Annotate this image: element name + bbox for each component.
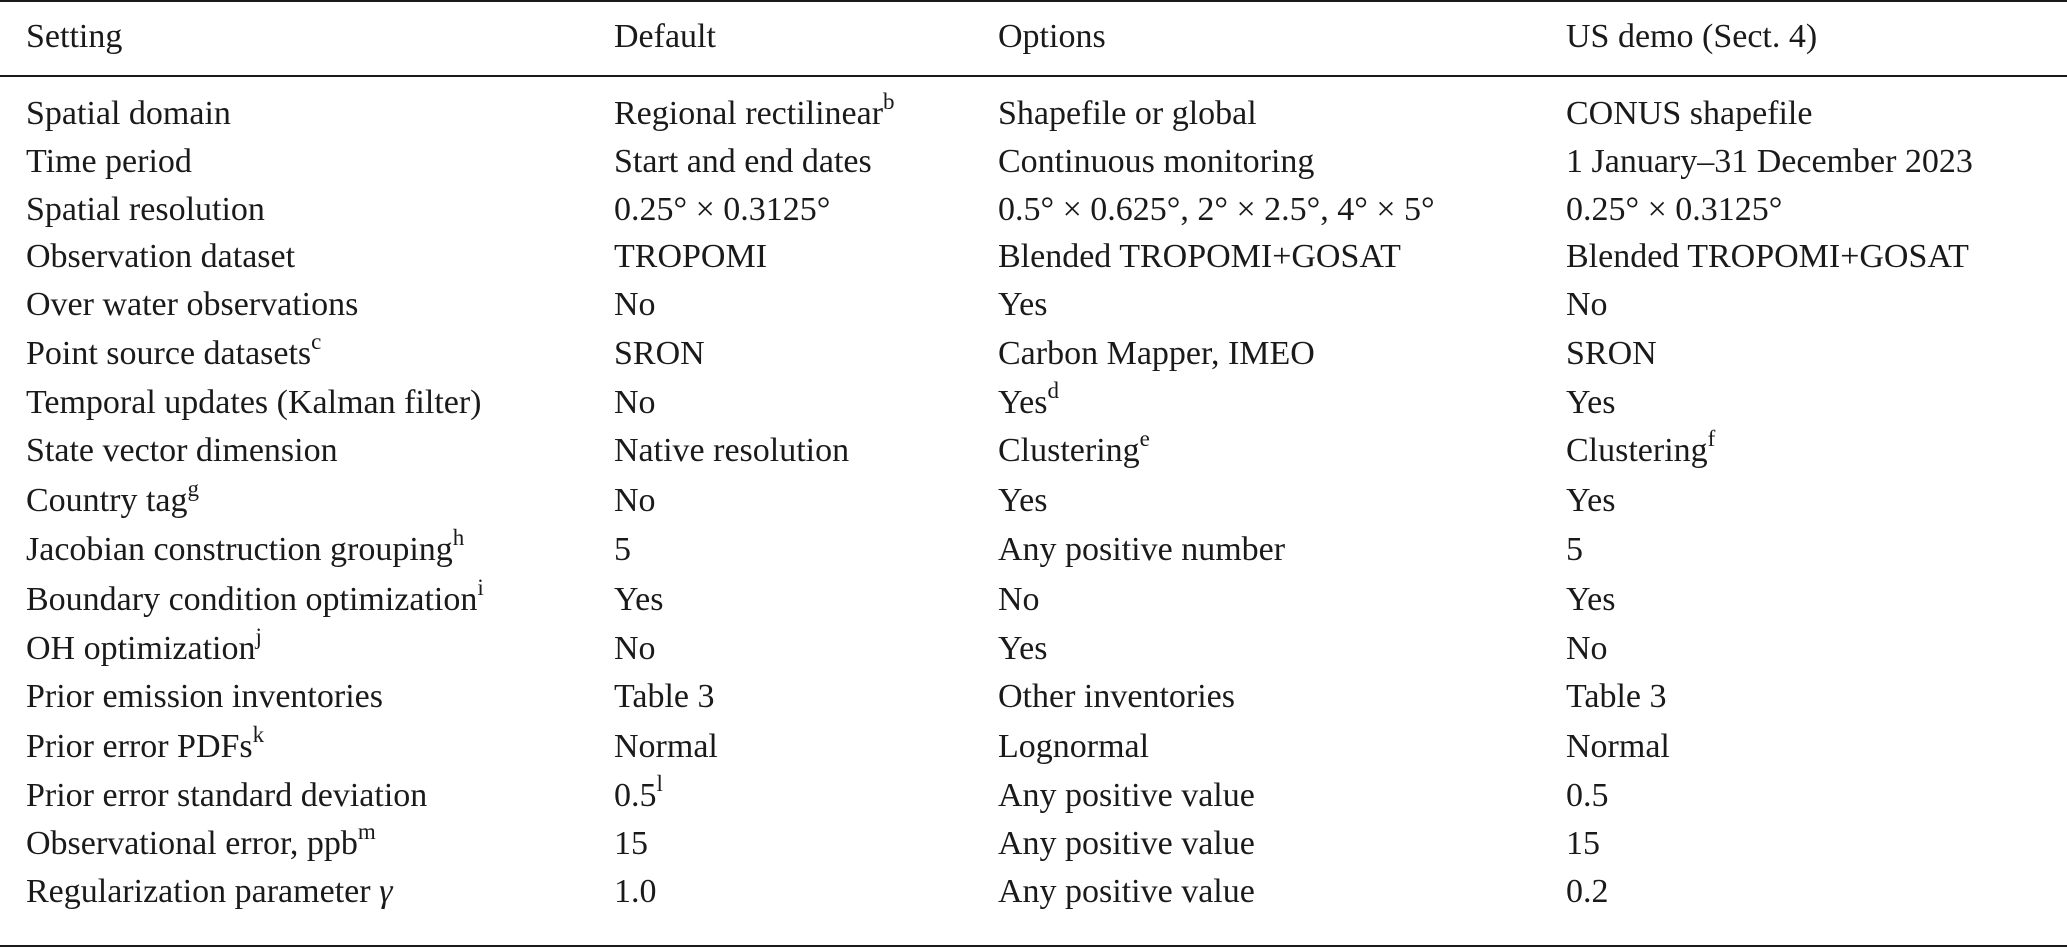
cell-options-text: Carbon Mapper, IMEO xyxy=(998,335,1315,372)
cell-default-text: TROPOMI xyxy=(614,238,768,275)
table-bottom-rule xyxy=(0,945,2067,947)
cell-us-demo-text: Blended TROPOMI+GOSAT xyxy=(1566,238,1969,275)
cell-us-demo xyxy=(1566,427,1715,475)
cell-us-demo-text: Clustering xyxy=(1566,432,1708,469)
cell-setting-text: State vector dimension xyxy=(26,432,338,469)
cell-options xyxy=(998,427,1150,475)
cell-us-demo-text: 0.25° × 0.3125° xyxy=(1566,191,1783,228)
table-row xyxy=(0,772,2067,820)
cell-options xyxy=(998,233,1401,281)
table-row xyxy=(0,820,2067,868)
cell-us-demo xyxy=(1566,90,1812,138)
cell-options-text: Clustering xyxy=(998,432,1140,469)
cell-default-text: 0.25° × 0.3125° xyxy=(614,191,831,228)
cell-us-demo xyxy=(1566,233,1969,281)
cell-options-text: Yes xyxy=(998,482,1048,519)
cell-options xyxy=(998,186,1435,234)
cell-us-demo xyxy=(1566,576,1615,624)
gamma-symbol: γ xyxy=(379,873,393,910)
cell-setting-text: Point source datasets xyxy=(26,335,312,372)
cell-default-text: Yes xyxy=(614,581,664,618)
cell-us-demo xyxy=(1566,820,1600,868)
cell-default xyxy=(614,625,656,673)
cell-setting-text: Prior error PDFs xyxy=(26,728,253,765)
cell-default xyxy=(614,820,648,868)
cell-options-text: Yes xyxy=(998,630,1048,667)
cell-default xyxy=(614,576,663,624)
cell-setting-text: Spatial resolution xyxy=(26,191,265,228)
cell-setting-text: Prior error standard deviation xyxy=(26,777,428,814)
cell-setting-text: Prior emission inventories xyxy=(26,678,383,715)
cell-us-demo xyxy=(1566,625,1608,673)
table-top-rule xyxy=(0,0,2067,2)
table-row xyxy=(0,90,2067,138)
table-row xyxy=(0,576,2067,624)
cell-default xyxy=(614,379,656,427)
cell-default-text: 0.5 xyxy=(614,777,657,814)
cell-default-text: No xyxy=(614,384,656,421)
cell-options-text: No xyxy=(998,581,1040,618)
cell-options xyxy=(998,526,1285,574)
cell-default-text: No xyxy=(614,482,656,519)
cell-us-demo-text: CONUS shapefile xyxy=(1566,95,1813,132)
cell-setting xyxy=(26,186,265,234)
cell-options xyxy=(998,723,1149,771)
table-row xyxy=(0,233,2067,281)
cell-options xyxy=(998,477,1047,525)
cell-options-text: Shapefile or global xyxy=(998,95,1257,132)
cell-us-demo xyxy=(1566,723,1670,771)
cell-default xyxy=(614,330,705,378)
footnote-marker: i xyxy=(477,575,484,600)
cell-setting-text: Jacobian construction grouping xyxy=(26,531,453,568)
cell-default-text: 1.0 xyxy=(614,873,657,910)
footnote-marker: j xyxy=(255,624,262,649)
cell-options xyxy=(998,576,1040,624)
footnote-marker: f xyxy=(1707,426,1716,451)
cell-setting xyxy=(26,90,231,138)
cell-default xyxy=(614,868,657,916)
cell-options-text: Any positive value xyxy=(998,873,1255,910)
cell-options xyxy=(998,820,1255,868)
cell-options-text: Any positive value xyxy=(998,825,1255,862)
cell-setting xyxy=(26,868,392,916)
cell-us-demo xyxy=(1566,281,1608,329)
cell-default-text: SRON xyxy=(614,335,705,372)
cell-setting xyxy=(26,477,199,525)
cell-setting-text: Observation dataset xyxy=(26,238,296,275)
cell-us-demo-text: Table 3 xyxy=(1566,678,1667,715)
cell-options xyxy=(998,281,1047,329)
cell-us-demo-text: 1 January–31 December 2023 xyxy=(1566,143,1973,180)
cell-setting-text: Regularization parameter xyxy=(26,873,371,910)
cell-setting xyxy=(26,723,264,771)
cell-default xyxy=(614,772,663,820)
cell-default xyxy=(614,186,830,234)
cell-default-text: Native resolution xyxy=(614,432,850,469)
cell-options-text: Other inventories xyxy=(998,678,1235,715)
cell-us-demo-text: 0.2 xyxy=(1566,873,1609,910)
cell-us-demo-text: 5 xyxy=(1566,531,1583,568)
cell-us-demo-text: Yes xyxy=(1566,482,1616,519)
cell-options-text: Blended TROPOMI+GOSAT xyxy=(998,238,1401,275)
cell-setting-text: Country tag xyxy=(26,482,188,519)
table-row xyxy=(0,673,2067,721)
header-setting: Setting xyxy=(26,18,123,55)
cell-setting xyxy=(26,281,358,329)
cell-default-text: Normal xyxy=(614,728,718,765)
cell-setting xyxy=(26,233,295,281)
cell-us-demo-text: Yes xyxy=(1566,384,1616,421)
cell-default xyxy=(614,427,849,475)
table-header-rule xyxy=(0,75,2067,77)
cell-options xyxy=(998,90,1257,138)
header-us-demo: US demo (Sect. 4) xyxy=(1566,18,1818,55)
table-row xyxy=(0,625,2067,673)
table-row xyxy=(0,868,2067,916)
cell-default xyxy=(614,281,656,329)
table-row xyxy=(0,186,2067,234)
table-row xyxy=(0,281,2067,329)
cell-options xyxy=(998,625,1047,673)
cell-options-text: 0.5° × 0.625°, 2° × 2.5°, 4° × 5° xyxy=(998,191,1435,228)
cell-setting xyxy=(26,427,338,475)
header-default: Default xyxy=(614,18,716,55)
footnote-marker: h xyxy=(452,525,465,550)
cell-us-demo xyxy=(1566,868,1609,916)
cell-default xyxy=(614,723,718,771)
cell-setting xyxy=(26,330,321,378)
cell-default-text: Table 3 xyxy=(614,678,715,715)
cell-default-text: 5 xyxy=(614,531,631,568)
cell-us-demo xyxy=(1566,526,1583,574)
table-row xyxy=(0,723,2067,771)
footnote-marker: b xyxy=(883,89,895,114)
cell-setting xyxy=(26,625,262,673)
cell-us-demo-text: Normal xyxy=(1566,728,1670,765)
cell-options-text: Any positive value xyxy=(998,777,1255,814)
table-row xyxy=(0,477,2067,525)
cell-setting-text: Observational error, ppb xyxy=(26,825,358,862)
cell-us-demo-text: No xyxy=(1566,286,1608,323)
cell-default-text: Start and end dates xyxy=(614,143,872,180)
footnote-marker: l xyxy=(656,771,663,796)
cell-setting xyxy=(26,820,376,868)
cell-options-text: Yes xyxy=(998,384,1048,421)
cell-us-demo xyxy=(1566,138,1973,186)
cell-options-text: Yes xyxy=(998,286,1048,323)
table-row xyxy=(0,526,2067,574)
cell-options xyxy=(998,673,1235,721)
cell-us-demo xyxy=(1566,330,1657,378)
cell-us-demo-text: Yes xyxy=(1566,581,1616,618)
cell-setting xyxy=(26,772,427,820)
cell-default xyxy=(614,90,895,138)
cell-setting xyxy=(26,138,192,186)
cell-us-demo-text: 15 xyxy=(1566,825,1600,862)
cell-setting-text: Time period xyxy=(26,143,192,180)
cell-default xyxy=(614,673,715,721)
cell-us-demo-text: 0.5 xyxy=(1566,777,1609,814)
cell-us-demo xyxy=(1566,673,1667,721)
cell-us-demo xyxy=(1566,477,1615,525)
cell-us-demo xyxy=(1566,379,1615,427)
footnote-marker: d xyxy=(1047,378,1059,403)
cell-us-demo-text: No xyxy=(1566,630,1608,667)
cell-default-text: Regional rectilinear xyxy=(614,95,884,132)
footnote-marker: g xyxy=(187,476,199,501)
footnote-marker: e xyxy=(1139,426,1150,451)
cell-options xyxy=(998,138,1314,186)
cell-setting-text: Over water observations xyxy=(26,286,359,323)
cell-options xyxy=(998,379,1059,427)
cell-default xyxy=(614,526,631,574)
table-row xyxy=(0,427,2067,475)
header-options: Options xyxy=(998,18,1106,55)
cell-setting xyxy=(26,673,383,721)
cell-default-text: 15 xyxy=(614,825,648,862)
cell-us-demo xyxy=(1566,186,1782,234)
table-row xyxy=(0,330,2067,378)
cell-default-text: No xyxy=(614,286,656,323)
table-header-row xyxy=(0,13,2067,61)
cell-default xyxy=(614,477,656,525)
cell-setting-text: Boundary condition optimization xyxy=(26,581,478,618)
table-row xyxy=(0,138,2067,186)
cell-us-demo xyxy=(1566,772,1609,820)
cell-options xyxy=(998,772,1255,820)
footnote-marker: k xyxy=(252,722,265,747)
cell-setting xyxy=(26,576,484,624)
cell-options-text: Lognormal xyxy=(998,728,1150,765)
cell-options-text: Any positive number xyxy=(998,531,1286,568)
cell-options xyxy=(998,330,1315,378)
cell-default xyxy=(614,233,767,281)
cell-setting-text: Temporal updates (Kalman filter) xyxy=(26,384,482,421)
cell-setting-text: OH optimization xyxy=(26,630,256,667)
footnote-marker: m xyxy=(357,819,376,844)
footnote-marker: c xyxy=(311,329,322,354)
cell-setting-text: Spatial domain xyxy=(26,95,231,132)
cell-us-demo-text: SRON xyxy=(1566,335,1657,372)
cell-default-text: No xyxy=(614,630,656,667)
cell-setting xyxy=(26,379,482,427)
cell-default xyxy=(614,138,872,186)
cell-setting xyxy=(26,526,464,574)
cell-options xyxy=(998,868,1255,916)
cell-options-text: Continuous monitoring xyxy=(998,143,1315,180)
table-row xyxy=(0,379,2067,427)
